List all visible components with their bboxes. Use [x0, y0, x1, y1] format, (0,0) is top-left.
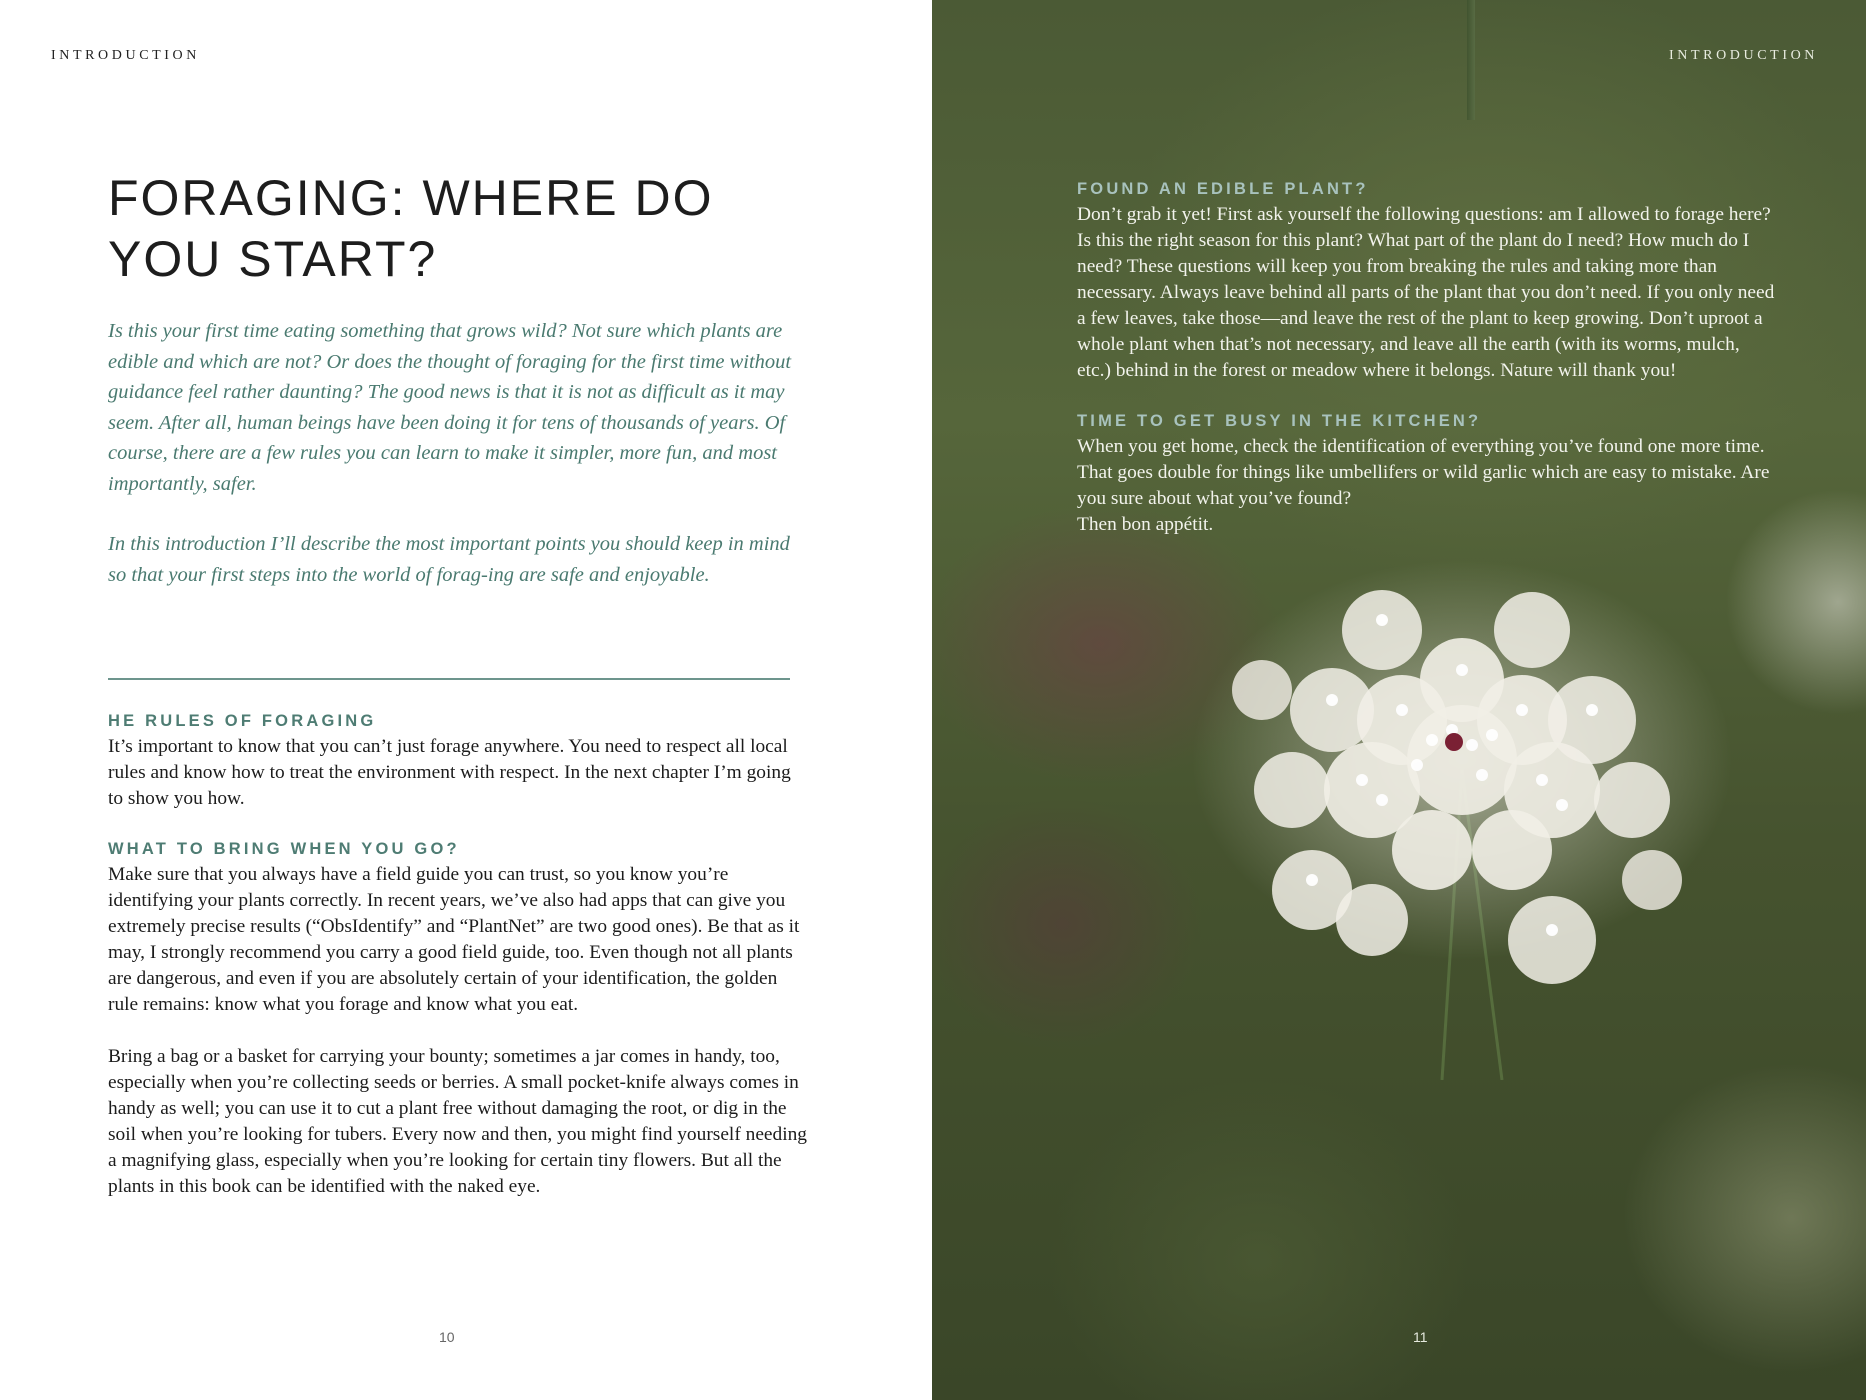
page-number-left: 10: [439, 1329, 455, 1345]
running-head-left: INTRODUCTION: [51, 48, 200, 63]
section-heading: FOUND AN EDIBLE PLANT?: [1077, 180, 1369, 198]
section-rules-of-foraging: [108, 710, 808, 812]
intro-paragraph-1: Is this your first time eating something that grows wild? Not sure which plants are edible and which are not? Or does the thought of foraging for the first time without guidance feel rather daunting? The good news is that it is not as difficult as it may seem. After all, human beings have been doing it for tens of thousands of years. Of course, there are a few rules you can learn to make it simpler, more fun, and most importantly, safer.: [108, 320, 792, 495]
running-head-right: INTRODUCTION: [1669, 48, 1818, 63]
left-sections: [108, 710, 808, 1226]
intro-paragraph-2: In this introduction I’ll describe the most important points you should keep in mind so that your first steps into the world of forag-ing are safe and enjoyable.: [108, 533, 790, 586]
section-kitchen: [1077, 410, 1777, 538]
flower-photo: [1172, 560, 1732, 1080]
left-page: [0, 0, 932, 1400]
right-sections: [1077, 178, 1777, 564]
intro-text: [108, 316, 798, 620]
section-divider: [108, 678, 790, 680]
section-heading: TIME TO GET BUSY IN THE KITCHEN?: [1077, 412, 1482, 430]
right-page: [932, 0, 1866, 1400]
section-heading: WHAT TO BRING WHEN YOU GO?: [108, 840, 460, 858]
section-paragraph: It’s important to know that you can’t just forage anywhere. You need to respect all local rules and know how to treat the environment with respect. In the next chapter I’m going to show you how.: [108, 736, 791, 809]
section-paragraph: When you get home, check the identification of everything you’ve found one more time. That goes double for things like umbellifers or wild garlic which are easy to mistake. Are you sure about what you’ve found?: [1077, 436, 1770, 509]
section-paragraph: Bring a bag or a basket for carrying your bounty; sometimes a jar comes in handy, too, especially when you’re collecting seeds or berries. A small pocket-knife always comes in handy as well; you can use it to cut a plant free without damaging the root, or dig in the soil when you’re looking for tubers. Every now and then, you might find yourself needing a magnifying glass, especially when you’re looking for certain tiny flowers. But all the plants in this book can be identified with the naked eye.: [108, 1046, 808, 1197]
title-line-1: FORAGING: WHERE DO: [108, 170, 714, 226]
section-found-edible-plant: [1077, 178, 1777, 384]
plant-stem: [1467, 0, 1475, 120]
title-line-2: YOU START?: [108, 231, 438, 287]
section-heading: HE RULES OF FORAGING: [108, 712, 377, 730]
page-number-right: 11: [1413, 1329, 1428, 1345]
section-paragraph: Make sure that you always have a field guide you can trust, so you know you’re identifying your plants correctly. In recent years, we’ve also had apps that can give you extremely precise results (“ObsIdentify” and “PlantNet” are two good ones). Be that as it may, I strongly recommend you carry a good field guide, too. Even though not all plants are dangerous, and even if you are absolutely certain of your identification, the golden rule remains: know what you forage and know what you eat.: [108, 864, 800, 1015]
section-what-to-bring: [108, 838, 808, 1200]
section-paragraph: Don’t grab it yet! First ask yourself the following questions: am I allowed to forage here? Is this the right season for this plant? What part of the plant do I need? How much do I need? These questions will keep you from breaking the rules and taking more than necessary. Always leave behind all parts of the plant that you don’t need. If you only need a few leaves, take those—and leave the rest of the plant to keep growing. Don’t uproot a whole plant when that’s not necessary, and leave all the earth (with its worms, mulch, etc.) behind in the forest or meadow where it belongs. Nature will thank you!: [1077, 204, 1775, 381]
page-title: [108, 168, 808, 290]
paragraph-spacer: [108, 1018, 808, 1044]
flower-center: [1445, 733, 1463, 751]
section-paragraph: Then bon appétit.: [1077, 514, 1214, 535]
